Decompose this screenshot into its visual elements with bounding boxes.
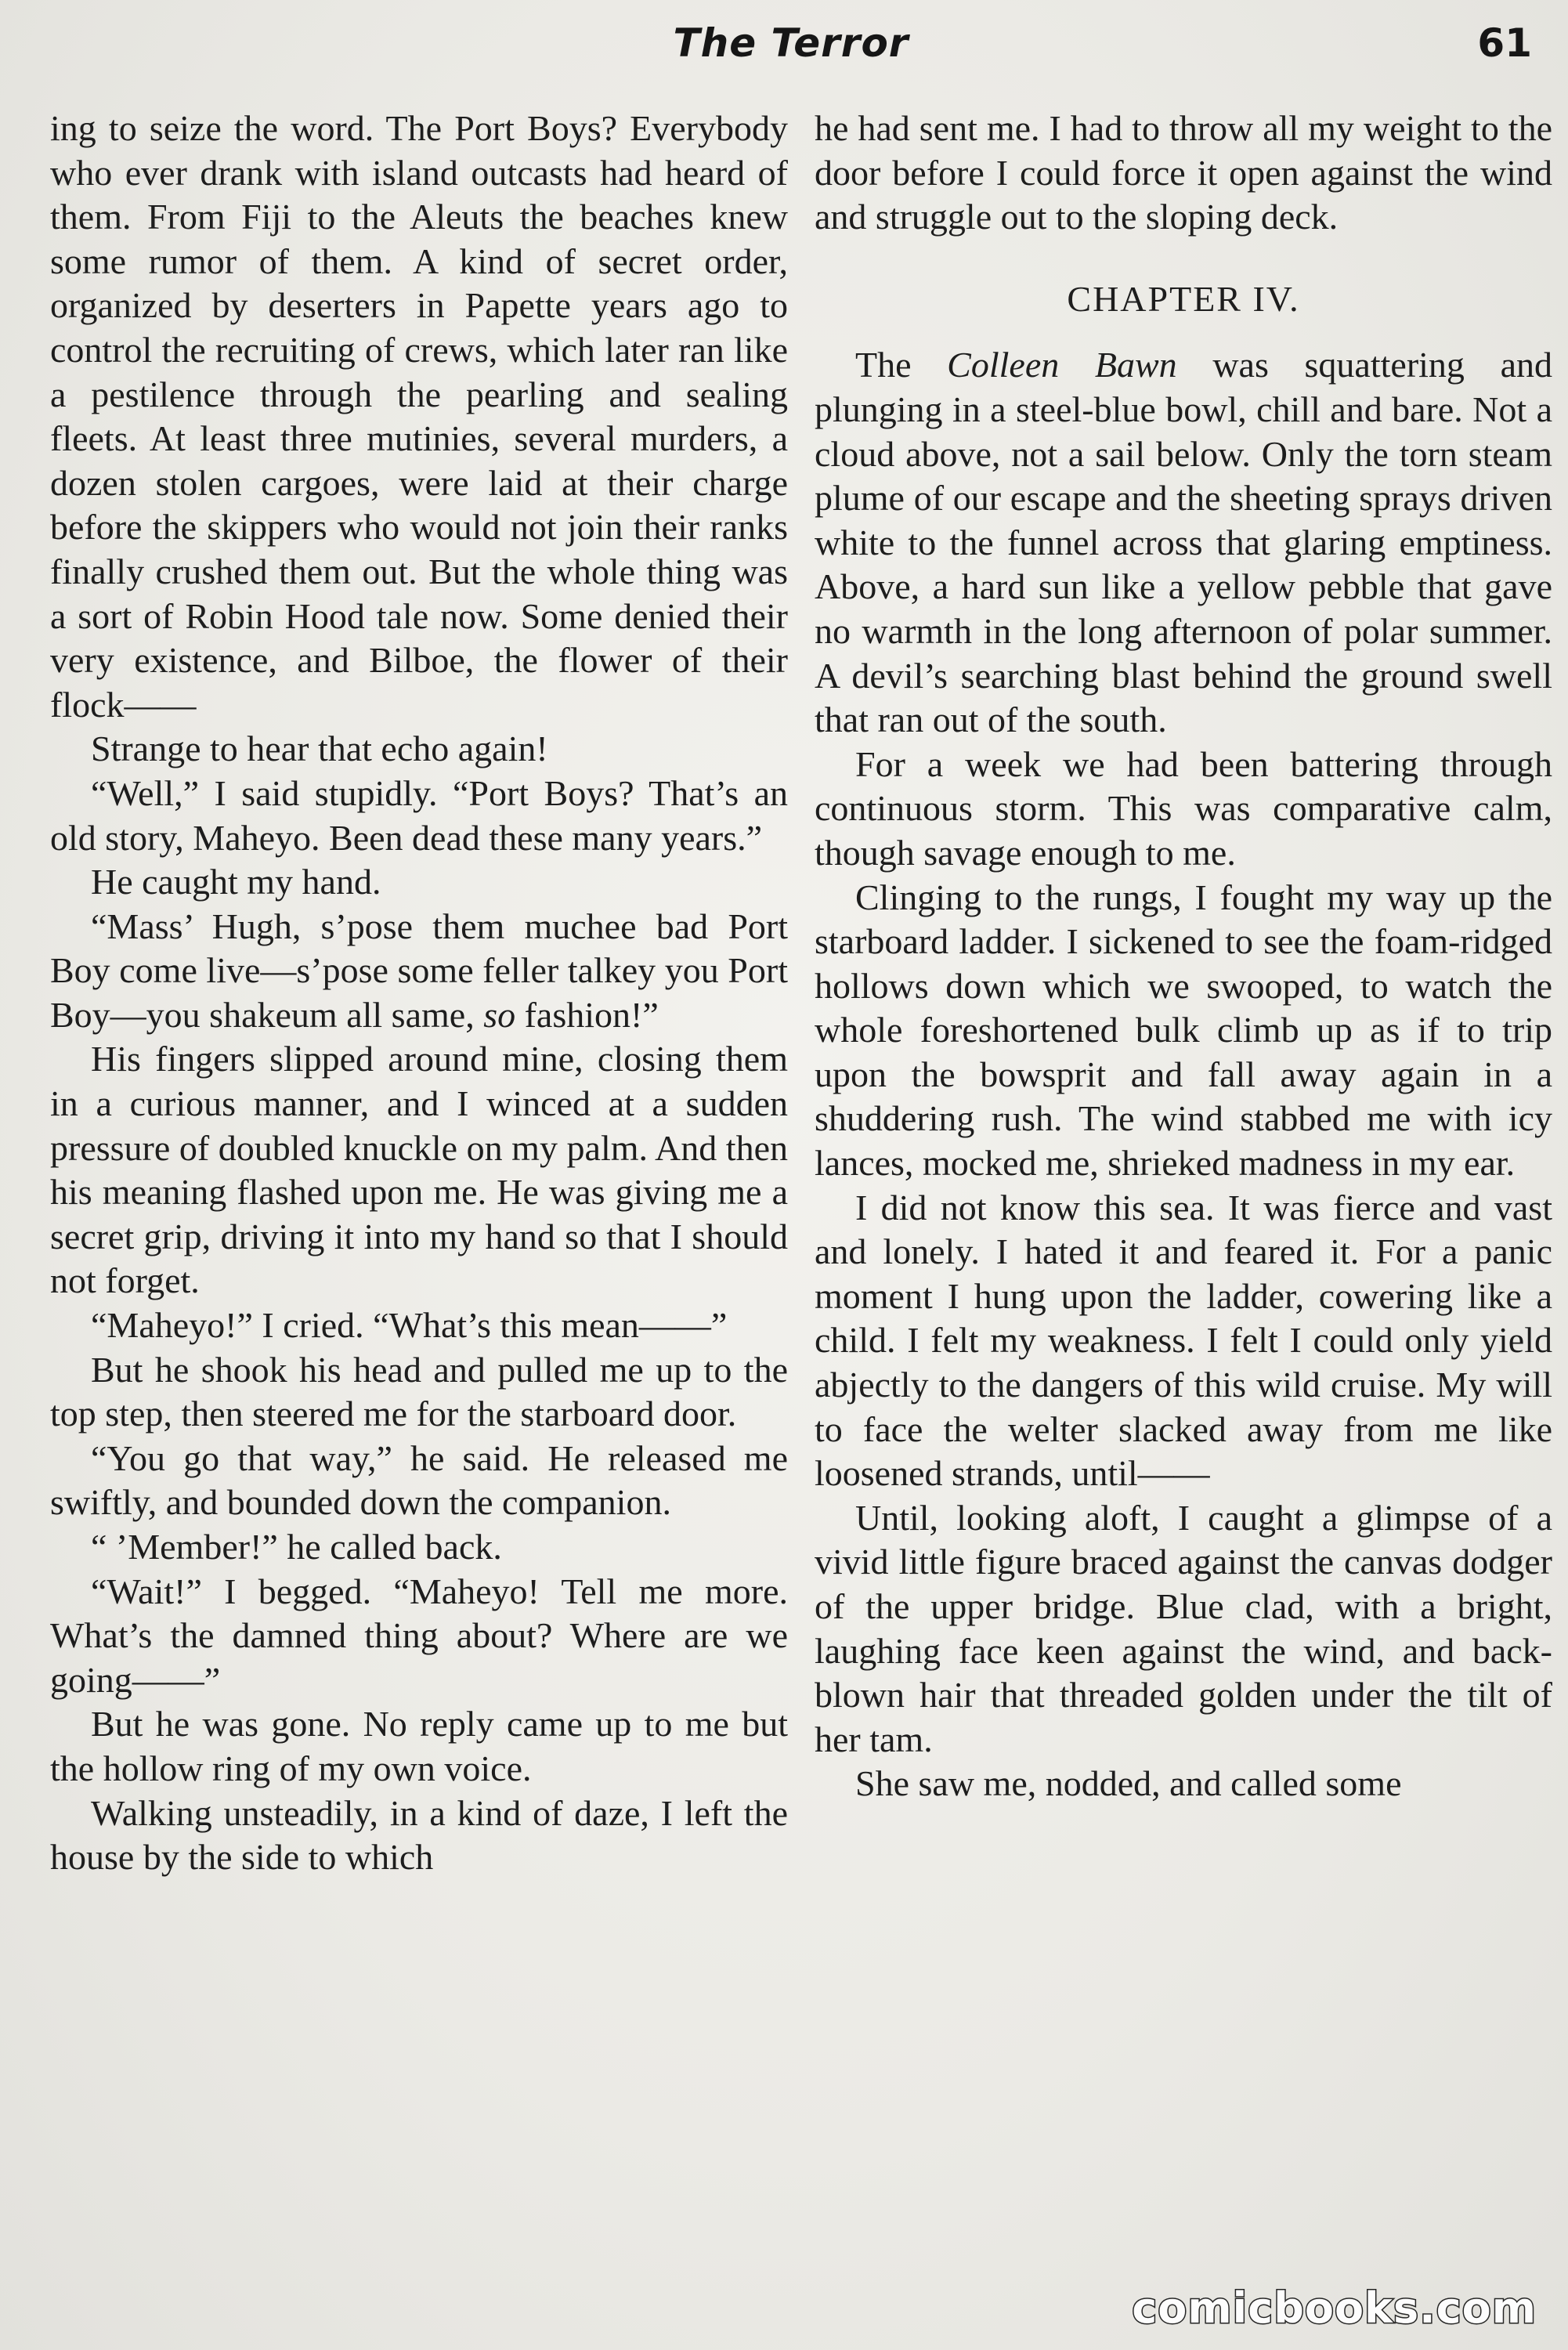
paragraph-text: The [855, 345, 948, 385]
paragraph-text: fashion!” [515, 994, 659, 1035]
paragraph: Until, looking aloft, I caught a glimpse of a vivid little figure braced against the canvas dodger of the upper bridge. Blue clad, with a bright, laughing face keen against the wind, and back-blown hair that threaded golden under the tilt of her tam. [815, 1497, 1552, 1759]
paragraph: I did not know this sea. It was fierce and vast and lonely. I hated it and feared it. For a panic moment I hung upon the ladder, cowering like a child. I felt my weakness. I felt I could only yield abjectly to the dangers of this wild cruise. My will to face the welter slacked away from me like loosened strands, until—— [815, 1187, 1552, 1494]
watermark: comicbooks.com [1132, 2283, 1537, 2333]
paragraph: Strange to hear that echo again! [91, 728, 548, 769]
right-column [815, 107, 1552, 1806]
paragraph: Walking unsteadily, in a kind of daze, I left the house by the side to which [50, 1792, 788, 1878]
left-column [50, 107, 788, 1880]
paragraph: “Wait!” I begged. “Maheyo! Tell me more. What’s the damned thing about? Where are we going——” [50, 1571, 788, 1700]
page-header [47, 20, 1535, 75]
paragraph: “ ’Member!” he called back. [91, 1527, 502, 1567]
paragraph [50, 905, 788, 1038]
chapter-heading: CHAPTER IV. [1067, 278, 1300, 319]
paragraph-text: was squattering and plunging in a steel-blue bowl, chill and bare. Not a cloud above, not a sail below. Only the torn steam plume of our escape and the sheeting sprays driven white to the funnel across that glaring emptiness. Above, a hard sun like a yellow pebble that gave no warmth in the long afternoon of polar summer. A devil’s searching blast behind the ground swell that ran out of the south. [815, 345, 1552, 740]
paragraph [815, 343, 1552, 742]
paragraph: His fingers slipped around mine, closing them in a curious manner, and I winced at a sudden pressure of doubled knuckle on my palm. And then his meaning flashed upon me. He was giving me a secret grip, driving it into my hand so that I should not forget. [50, 1039, 788, 1301]
paragraph: But he shook his head and pulled me up to the top step, then steered me for the starboard door. [50, 1349, 788, 1434]
ship-name: Colleen Bawn [947, 345, 1177, 385]
paragraph: Clinging to the rungs, I fought my way up the starboard ladder. I sickened to see the foam-ridged hollows down which we swooped, to watch the whole foreshortened bulk climb up as if to trip upon the bowsprit and fall away again in a shuddering rush. The wind stabbed me with icy lances, mocked me, shrieked madness in my ear. [815, 877, 1552, 1184]
paragraph: He caught my hand. [91, 862, 381, 902]
paragraph: For a week we had been battering through continuous storm. This was comparative calm, though savage enough to me. [815, 743, 1552, 873]
paragraph: She saw me, nodded, and called some [855, 1763, 1402, 1804]
paragraph: But he was gone. No reply came up to me but the hollow ring of my own voice. [50, 1704, 788, 1788]
paragraph: “Well,” I said stupidly. “Port Boys? That’s an old story, Maheyo. Been dead these many years.” [50, 772, 788, 858]
paragraph: “You go that way,” he said. He released me swiftly, and bounded down the companion. [50, 1437, 788, 1523]
page-number: 61 [1477, 20, 1532, 66]
paragraph: he had sent me. I had to throw all my weight to the door before I could force it open against the wind and struggle out to the sloping deck. [815, 108, 1552, 237]
paragraph-text: “Mass’ Hugh, s’pose them muchee bad Port Boy come live—s’pose some feller talkey you Port Boy—you shakeum all same, [50, 906, 788, 1035]
emphasized-word: so [483, 994, 516, 1035]
paragraph: “Maheyo!” I cried. “What’s this mean——” [91, 1305, 728, 1346]
running-title: The Terror [673, 20, 909, 66]
paragraph: ing to seize the word. The Port Boys? Everybody who ever drank with island outcasts had heard of them. From Fiji to the Aleuts the beaches knew some rumor of them. A kind of secret order, organized by deserters in Papette years ago to control the recruiting of crews, which later ran like a pestilence through the pearling and sealing fleets. At least three mutinies, several murders, a dozen stolen cargoes, were laid at their charge before the skippers who would not join their ranks finally crushed them out. But the whole thing was a sort of Robin Hood tale now. Some denied their very existence, and Bilboe, the flower of their flock—— [50, 108, 788, 725]
